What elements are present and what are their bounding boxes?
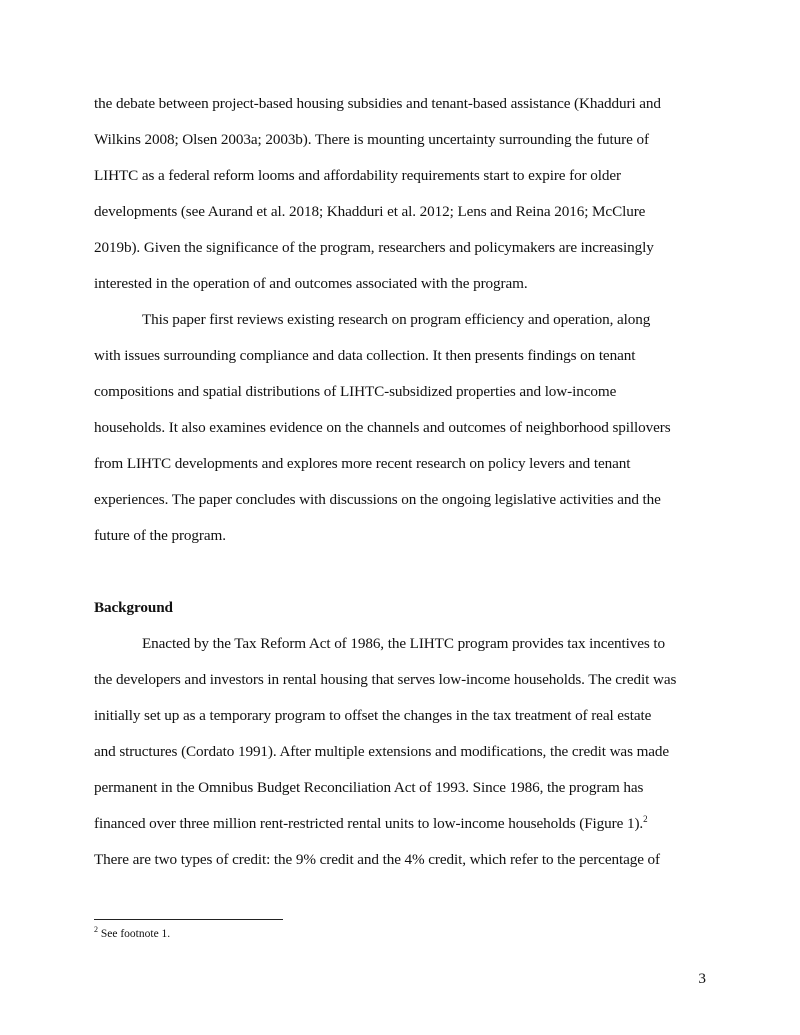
footnote — [94, 926, 170, 942]
footnote-divider — [94, 919, 283, 920]
text-line: 2019b). Given the significance of the program, researchers and policymakers are increasingly — [94, 239, 654, 256]
text-line: There are two types of credit: the 9% credit and the 4% credit, which refer to the percentage of — [94, 851, 660, 868]
text-line: with issues surrounding compliance and data collection. It then presents findings on tenant — [94, 347, 636, 364]
footnote-text: See footnote 1. — [98, 928, 171, 940]
footnote-reference: 2 — [643, 813, 648, 824]
text-line: from LIHTC developments and explores more recent research on policy levers and tenant — [94, 455, 631, 472]
text-line: Wilkins 2008; Olsen 2003a; 2003b). There is mounting uncertainty surrounding the future of — [94, 131, 649, 148]
text-line: permanent in the Omnibus Budget Reconciliation Act of 1993. Since 1986, the program has — [94, 779, 644, 796]
text-line: initially set up as a temporary program to offset the changes in the tax treatment of real estate — [94, 707, 652, 724]
page-number: 3 — [698, 970, 706, 987]
text-span: financed over three million rent-restricted rental units to low-income households (Figure 1). — [94, 815, 644, 832]
text-line: households. It also examines evidence on the channels and outcomes of neighborhood spillovers — [94, 419, 671, 436]
text-line-with-footnote-ref — [94, 814, 648, 834]
text-line: Enacted by the Tax Reform Act of 1986, the LIHTC program provides tax incentives to — [142, 635, 666, 652]
text-line: the developers and investors in rental housing that serves low-income households. The credit was — [94, 671, 677, 688]
footnote-marker: 2 — [94, 925, 98, 935]
text-line: and structures (Cordato 1991). After multiple extensions and modifications, the credit was made — [94, 743, 670, 760]
text-line: future of the program. — [94, 527, 226, 544]
section-heading: Background — [94, 599, 173, 616]
text-line: experiences. The paper concludes with discussions on the ongoing legislative activities and the — [94, 491, 661, 508]
text-line: This paper first reviews existing research on program efficiency and operation, along — [142, 311, 651, 328]
text-line: the debate between project-based housing subsidies and tenant-based assistance (Khadduri and — [94, 95, 661, 112]
text-line: compositions and spatial distributions of LIHTC-subsidized properties and low-income — [94, 383, 617, 400]
text-line: LIHTC as a federal reform looms and affordability requirements start to expire for older — [94, 167, 621, 184]
text-line: interested in the operation of and outcomes associated with the program. — [94, 275, 528, 292]
text-line: developments (see Aurand et al. 2018; Khadduri et al. 2012; Lens and Reina 2016; McClure — [94, 203, 646, 220]
